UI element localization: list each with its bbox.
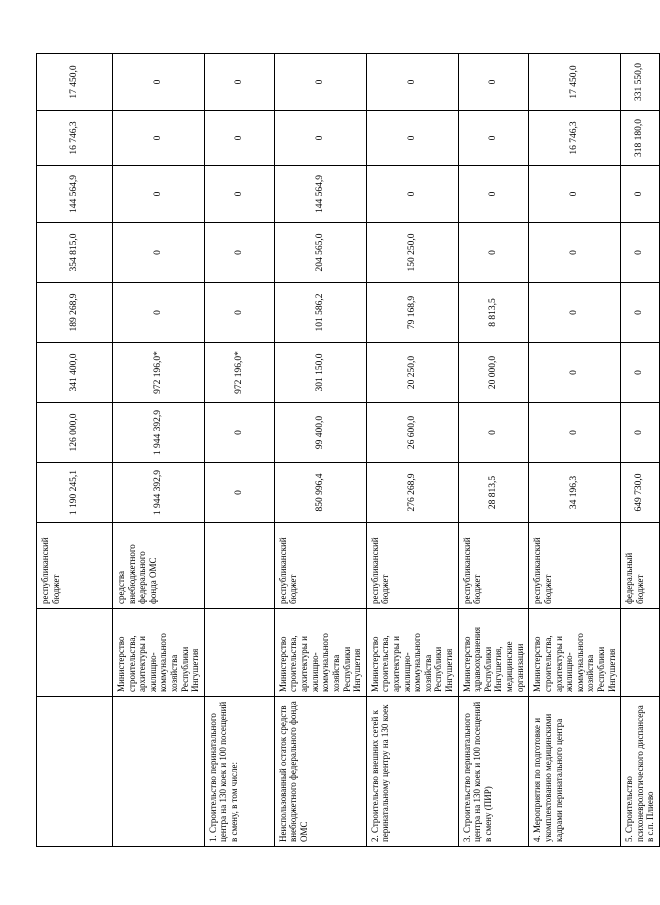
amount-cell-y2018: 0	[366, 111, 458, 166]
funding-source-cell: республиканский бюджет	[274, 523, 366, 609]
amount-cell-y2017: 0	[458, 166, 529, 223]
table-row	[204, 54, 274, 847]
amount-cell-y2013: 0	[458, 403, 529, 463]
amount-cell-y2018: 16 746,3	[37, 111, 113, 166]
amount-cell-y2016: 0	[621, 223, 660, 283]
executor-cell: Министерство строительства, архитектуры и жилищно-коммунального хозяйства Республики Ингушетия	[366, 609, 458, 697]
amount-cell-y2017: 0	[621, 166, 660, 223]
amount-cell-y2016: 0	[458, 223, 529, 283]
amount-cell-y2015: 0	[204, 283, 274, 343]
funding-source-cell	[204, 523, 274, 609]
amount-cell-total: 0	[204, 463, 274, 523]
amount-cell-y2014: 972 196,0*	[113, 343, 205, 403]
amount-cell-y2017: 0	[113, 166, 205, 223]
amount-cell-y2019: 17 450,0	[529, 54, 621, 111]
amount-cell-y2019: 0	[458, 54, 529, 111]
amount-cell-y2016: 0	[529, 223, 621, 283]
executor-cell: Министерство здравоохранения Республики Ингушетия, медицинские организации	[458, 609, 529, 697]
amount-cell-y2016: 204 565,0	[274, 223, 366, 283]
executor-cell: Министерство строительства, архитектуры и жилищно-коммунального хозяйства Республики Ингушетия	[113, 609, 205, 697]
table-row	[458, 54, 529, 847]
measure-name-cell: 1. Строительство перинатального центра на 130 коек и 100 посещений в смену, в том числе:	[204, 697, 274, 847]
table-row	[621, 54, 660, 847]
measure-name-cell: Неиспользованный остаток средств внебюджетного федерального фонда ОМС	[274, 697, 366, 847]
executor-cell: Министерство строительства, архитектуры и жилищно-коммунального хозяйства Республики Ингушетия	[274, 609, 366, 697]
program-funding-table	[36, 53, 660, 847]
executor-cell	[621, 609, 660, 697]
measure-name-cell	[37, 697, 113, 847]
amount-cell-y2015: 0	[621, 283, 660, 343]
amount-cell-y2018: 0	[274, 111, 366, 166]
amount-cell-total: 649 730,0	[621, 463, 660, 523]
amount-cell-y2018: 16 746,3	[529, 111, 621, 166]
funding-source-cell: средства внебюджетного федерального фонда ОМС	[113, 523, 205, 609]
amount-cell-y2019: 0	[274, 54, 366, 111]
rotated-table-wrapper	[36, 54, 656, 847]
amount-cell-y2019: 331 550,0	[621, 54, 660, 111]
amount-cell-y2013: 1 944 392,9	[113, 403, 205, 463]
measure-name-cell	[113, 697, 205, 847]
table-row	[37, 54, 113, 847]
amount-cell-y2015: 0	[113, 283, 205, 343]
amount-cell-y2015: 8 813,5	[458, 283, 529, 343]
amount-cell-y2014: 20 250,0	[366, 343, 458, 403]
funding-source-cell: федеральный бюджет	[621, 523, 660, 609]
executor-cell	[204, 609, 274, 697]
amount-cell-y2015: 101 586,2	[274, 283, 366, 343]
executor-cell: Министерство строительства, архитектуры и жилищно-коммунального хозяйства Республики Ингушетия	[529, 609, 621, 697]
amount-cell-y2013: 0	[529, 403, 621, 463]
amount-cell-y2015: 189 268,9	[37, 283, 113, 343]
amount-cell-y2017: 0	[366, 166, 458, 223]
measure-name-cell: 3. Строительство перинатального центра на 130 коек и 100 посещений в смену (ПИР)	[458, 697, 529, 847]
amount-cell-y2017: 0	[204, 166, 274, 223]
amount-cell-y2014: 0	[529, 343, 621, 403]
amount-cell-y2018: 318 180,0	[621, 111, 660, 166]
amount-cell-y2016: 150 250,0	[366, 223, 458, 283]
table-row	[113, 54, 205, 847]
amount-cell-total: 1 190 245,1	[37, 463, 113, 523]
amount-cell-total: 276 268,9	[366, 463, 458, 523]
executor-cell	[37, 609, 113, 697]
amount-cell-y2017: 144 564,9	[37, 166, 113, 223]
amount-cell-y2019: 0	[204, 54, 274, 111]
amount-cell-total: 34 196,3	[529, 463, 621, 523]
amount-cell-y2016: 354 815,0	[37, 223, 113, 283]
funding-source-cell: республиканский бюджет	[366, 523, 458, 609]
measure-name-cell: 2. Строительство внешних сетей к перинатальному центру на 130 коек	[366, 697, 458, 847]
amount-cell-y2014: 341 400,0	[37, 343, 113, 403]
amount-cell-total: 850 996,4	[274, 463, 366, 523]
table-row	[366, 54, 458, 847]
document-page	[36, 54, 656, 847]
amount-cell-y2014: 0	[621, 343, 660, 403]
measure-name-cell: 5. Строительство психоневрологического диспансера в с.п. Плиево	[621, 697, 660, 847]
amount-cell-y2018: 0	[113, 111, 205, 166]
amount-cell-y2013: 126 000,0	[37, 403, 113, 463]
funding-source-cell: республиканский бюджет	[37, 523, 113, 609]
funding-source-cell: республиканский бюджет	[529, 523, 621, 609]
table-row	[529, 54, 621, 847]
amount-cell-y2015: 79 168,9	[366, 283, 458, 343]
amount-cell-y2014: 972 196,0*	[204, 343, 274, 403]
amount-cell-y2014: 20 000,0	[458, 343, 529, 403]
amount-cell-y2013: 99 400,0	[274, 403, 366, 463]
amount-cell-y2018: 0	[204, 111, 274, 166]
measure-name-cell: 4. Мероприятия по подготовке и укомплектованию медицинскими кадрами перинатального центра	[529, 697, 621, 847]
amount-cell-total: 1 944 392,9	[113, 463, 205, 523]
amount-cell-y2016: 0	[204, 223, 274, 283]
amount-cell-y2013: 0	[621, 403, 660, 463]
amount-cell-y2017: 144 564,9	[274, 166, 366, 223]
amount-cell-y2017: 0	[529, 166, 621, 223]
amount-cell-y2019: 17 450,0	[37, 54, 113, 111]
amount-cell-y2019: 0	[366, 54, 458, 111]
amount-cell-y2013: 0	[204, 403, 274, 463]
funding-source-cell: республиканский бюджет	[458, 523, 529, 609]
amount-cell-y2016: 0	[113, 223, 205, 283]
amount-cell-total: 28 813,5	[458, 463, 529, 523]
amount-cell-y2013: 26 600,0	[366, 403, 458, 463]
amount-cell-y2015: 0	[529, 283, 621, 343]
amount-cell-y2014: 301 150,0	[274, 343, 366, 403]
table-row	[274, 54, 366, 847]
amount-cell-y2018: 0	[458, 111, 529, 166]
amount-cell-y2019: 0	[113, 54, 205, 111]
